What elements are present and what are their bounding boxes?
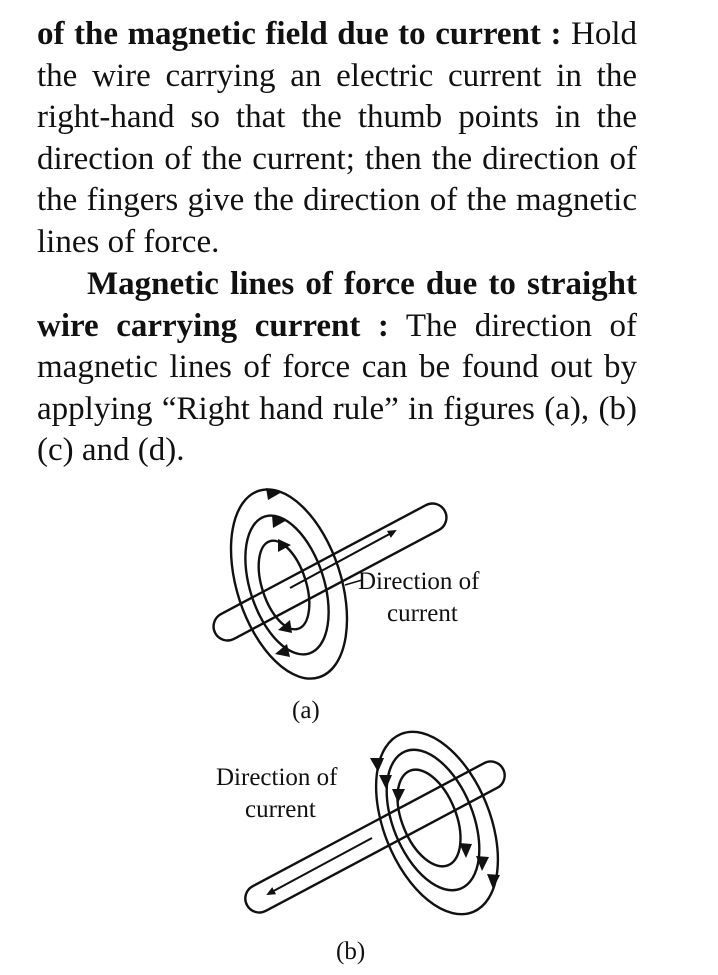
caption-a: (a) bbox=[292, 697, 320, 724]
field-arrow-b3 bbox=[392, 789, 405, 803]
field-loop-outer-a bbox=[209, 475, 368, 694]
label-a-line1: Direction of bbox=[358, 568, 480, 595]
field-loop-outer-b bbox=[352, 714, 522, 932]
label-b-line1: Direction of bbox=[216, 764, 338, 791]
field-arrow-b4 bbox=[459, 843, 472, 858]
field-loop-inner-a bbox=[249, 534, 319, 635]
label-a-line2: current bbox=[387, 600, 458, 627]
field-arrow-b2 bbox=[379, 775, 392, 789]
section-heading: Magnetic lines of force due to straight wire carrying current : bbox=[37, 266, 637, 344]
field-loop-middle-b bbox=[368, 736, 498, 903]
caption-b: (b) bbox=[336, 938, 366, 965]
field-arrow-b1 bbox=[370, 758, 384, 772]
field-loop-middle-a bbox=[230, 505, 345, 665]
field-arrow-b6 bbox=[487, 874, 500, 889]
heading-tail: of the magnetic field due to current : bbox=[37, 16, 562, 52]
field-loop-inner-b bbox=[385, 761, 473, 876]
current-arrow-b bbox=[268, 838, 372, 894]
paragraph-body: Hold the wire carrying an electric current in the right-hand so that the thumb points in the direction of the current; then the direction of the fingers give the direction of the magnetic lines of force. bbox=[37, 16, 637, 260]
label-b-line2: current bbox=[245, 796, 316, 823]
paragraph-body: The direction of magnetic lines of force can be found out by applying “Right hand rule” in figures (a), (b) (c) and (d). bbox=[37, 307, 637, 468]
figure-b bbox=[240, 714, 522, 932]
